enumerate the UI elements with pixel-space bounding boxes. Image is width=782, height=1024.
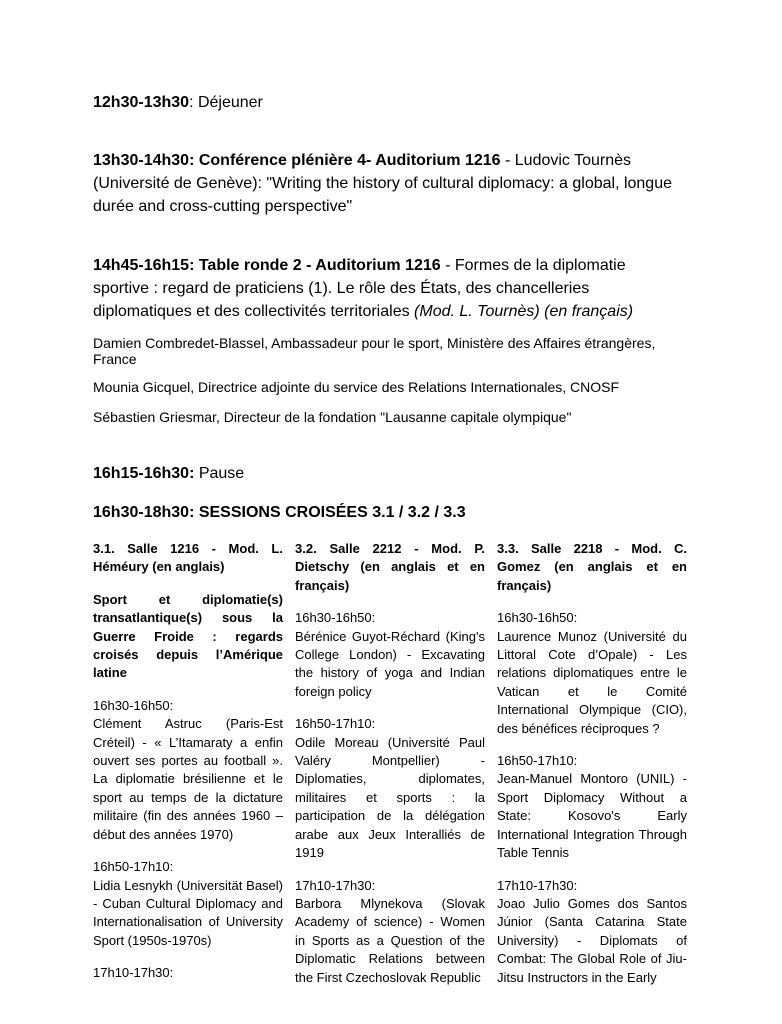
entry-time: 17h10-17h30: <box>295 877 376 893</box>
session-entry <box>93 858 283 950</box>
speaker-line: Damien Combredet-Blassel, Ambassadeur pour le sport, Ministère des Affaires étrangères, France <box>93 335 656 367</box>
entry-time: 17h10-17h30: <box>497 877 578 893</box>
speaker-line: Sébastien Griesmar, Directeur de la fondation "Lausanne capitale olympique" <box>93 409 572 425</box>
speaker-line: Mounia Gicquel, Directrice adjointe du service des Relations Internationales, CNOSF <box>93 379 620 395</box>
entry-text: Clément Astruc (Paris-Est Créteil) - « L’Itamaraty a enfin ouvert ses portes au football ». La diplomatie brésilienne et le sport au temps de la dictature militaire (fin des années 1960 – début des années 1970) <box>93 716 283 842</box>
lunch-time: 12h30-13h30 <box>93 94 190 111</box>
session-entry <box>497 752 687 862</box>
session-entry <box>295 715 485 862</box>
entry-text: Bérénice Guyot-Réchard (King's College London) - Excavating the history of yoga and Indian foreign policy <box>295 628 485 699</box>
entry-text: Jean-Manuel Montoro (UNIL) - Sport Diplomacy Without a State: Kosovo's Early International Integration Through Table Tennis <box>497 771 687 861</box>
session-entry <box>93 697 283 844</box>
entry-time: 17h10-17h30: <box>93 965 174 981</box>
session-column-3-1 <box>93 540 283 997</box>
lunch-label: : Déjeuner <box>189 94 263 111</box>
session-subtitle: Sport et diplomatie(s) transatlantique(s) sous la Guerre Froide : regards croisés depuis l’Amérique latine <box>93 591 283 681</box>
entry-time: 16h30-16h50: <box>295 610 376 626</box>
session-entry <box>93 964 283 982</box>
entry-time: 16h50-17h10: <box>497 753 578 769</box>
plenary-text: - Ludovic Tournès (Université de Genève): "Writing the history of cultural diplomacy: a global, longue durée and cross-cutting perspective" <box>93 152 672 215</box>
entry-time: 16h50-17h10: <box>295 716 376 732</box>
roundtable-heading: 14h45-16h15: Table ronde 2 - Auditorium 1216 <box>93 257 441 274</box>
session-head: 3.2. Salle 2212 - Mod. P. Dietschy (en anglais et en français) <box>295 541 485 593</box>
lunch-line <box>93 91 683 114</box>
session-column-3-2 <box>295 540 485 1001</box>
roundtable-moderator: (Mod. L. Tournès) (en français) <box>414 303 634 320</box>
pause-label: Pause <box>194 465 245 482</box>
session-head: 3.1. Salle 1216 - Mod. L. Héméury (en anglais) <box>93 541 283 575</box>
session-entry <box>295 877 485 987</box>
sessions-heading: 16h30-18h30: SESSIONS CROISÉES 3.1 / 3.2 / 3.3 <box>93 504 466 521</box>
entry-text: Odile Moreau (Université Paul Valéry Montpellier) - Diplomaties, diplomates, militaires et sports : la participation de la délégation arabe aux Jeux Interalliés de 1919 <box>295 734 485 861</box>
entry-text: Joao Julio Gomes dos Santos Júnior (Santa Catarina State University) - Diplomats of Combat: The Global Role of Jiu-Jitsu Instructors in the Early <box>497 895 687 985</box>
entry-time: 16h30-16h50: <box>497 610 578 626</box>
session-column-3-3 <box>497 540 687 1001</box>
session-entry <box>497 609 687 738</box>
roundtable-text: - Formes de la diplomatie sportive : regard de praticiens (1). Le rôle des États, des chancelleries diplomatiques et des collectivités territoriales <box>93 257 626 320</box>
entry-text: Lidia Lesnykh (Universität Basel) - Cuban Cultural Diplomacy and Internationalisation of University Sport (1950s-1970s) <box>93 877 283 948</box>
entry-text: Laurence Munoz (Université du Littoral Cote d’Opale) - Les relations diplomatiques entre le Vatican et le Comité International Olympique (CIO), des bénéfices réciproques ? <box>497 628 687 736</box>
pause-line <box>93 462 683 485</box>
roundtable-paragraph <box>93 254 683 323</box>
session-entry <box>295 609 485 701</box>
entry-time: 16h30-16h50: <box>93 697 174 713</box>
entry-time: 16h50-17h10: <box>93 859 174 875</box>
entry-text: Barbora Mlynekova (Slovak Academy of science) - Women in Sports as a Question of the Diplomatic Relations between the First Czechoslovak Republic <box>295 895 485 985</box>
plenary-heading: 13h30-14h30: Conférence plénière 4- Auditorium 1216 <box>93 152 501 169</box>
plenary-paragraph <box>93 149 683 218</box>
session-entry <box>497 877 687 987</box>
session-head: 3.3. Salle 2218 - Mod. C. Gomez (en anglais et en français) <box>497 541 687 593</box>
pause-time: 16h15-16h30: <box>93 465 195 482</box>
